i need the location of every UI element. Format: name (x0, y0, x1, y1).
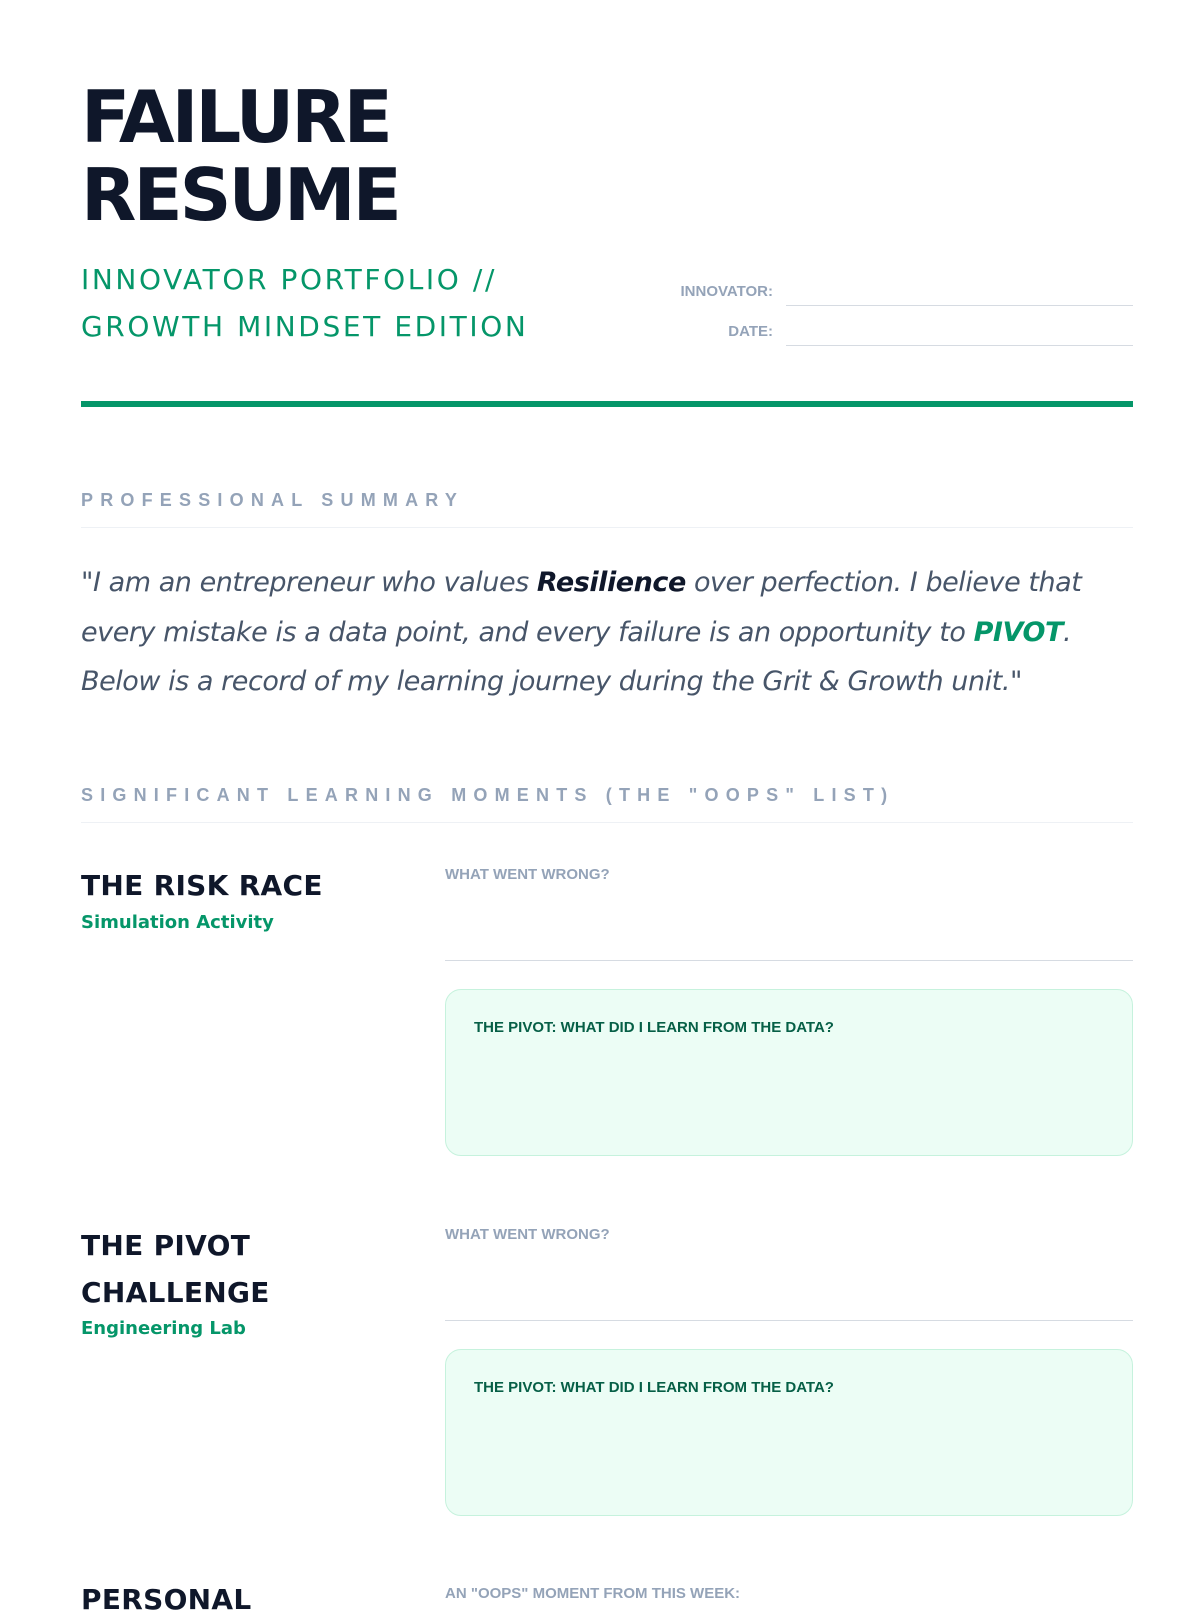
innovator-meta (676, 276, 1133, 356)
pivot-label: THE PIVOT: WHAT DID I LEARN FROM THE DATA? (474, 1379, 834, 1396)
header-divider (81, 401, 1133, 407)
title-line-1: FAILURE (81, 75, 390, 159)
pivot-label: THE PIVOT: WHAT DID I LEARN FROM THE DATA? (474, 1019, 834, 1036)
what-went-wrong-field-1 (445, 866, 1133, 883)
what-went-wrong-field-2 (445, 1226, 1133, 1243)
oops-moment-label: AN "OOPS" MOMENT FROM THIS WEEK: (445, 1585, 741, 1602)
summary-text-3: . Below is a record of my learning journey during the Grit & Growth unit." (81, 616, 1072, 697)
what-went-wrong-line-1[interactable] (445, 960, 1133, 961)
entry-title-line-2: CHALLENGE (81, 1276, 270, 1309)
what-went-wrong-label: WHAT WENT WRONG? (445, 866, 610, 883)
innovator-row (676, 276, 1133, 306)
learning-moments-heading: SIGNIFICANT LEARNING MOMENTS (THE "OOPS" LIST) (81, 785, 1133, 823)
date-field[interactable] (786, 316, 1133, 346)
summary-text-2: over perfection. I believe that every mistake is a data point, and every failure is an opportunity to (81, 567, 1082, 648)
oops-moment-field (445, 1585, 1133, 1602)
date-row (676, 316, 1133, 346)
pivot-box-2[interactable] (445, 1349, 1133, 1516)
what-went-wrong-line-2[interactable] (445, 1320, 1133, 1321)
entry-subtitle-pivot-challenge: Engineering Lab (81, 1318, 246, 1339)
page-title (81, 75, 399, 237)
entry-title-personal: PERSONAL (81, 1583, 252, 1616)
entry-subtitle-risk-race: Simulation Activity (81, 912, 274, 933)
summary-text-1: "I am an entrepreneur who values (81, 567, 537, 598)
entry-title-pivot-challenge (81, 1222, 421, 1316)
innovator-field[interactable] (786, 276, 1133, 306)
innovator-label: INNOVATOR: (680, 283, 773, 300)
professional-summary-text (81, 558, 1133, 707)
subtitle-line-2: GROWTH MINDSET EDITION (81, 310, 529, 343)
professional-summary-heading: PROFESSIONAL SUMMARY (81, 490, 1133, 528)
title-line-2: RESUME (81, 153, 399, 237)
summary-emphasis-resilience: Resilience (536, 567, 686, 598)
subtitle-line-1: INNOVATOR PORTFOLIO // (81, 263, 497, 296)
entry-title-risk-race: THE RISK RACE (81, 869, 323, 902)
summary-emphasis-pivot: PIVOT (973, 616, 1063, 648)
entry-title-line-1: THE PIVOT (81, 1229, 251, 1262)
page-subtitle (81, 256, 528, 350)
date-label: DATE: (728, 323, 773, 340)
pivot-box-1[interactable] (445, 989, 1133, 1156)
what-went-wrong-label: WHAT WENT WRONG? (445, 1226, 610, 1243)
